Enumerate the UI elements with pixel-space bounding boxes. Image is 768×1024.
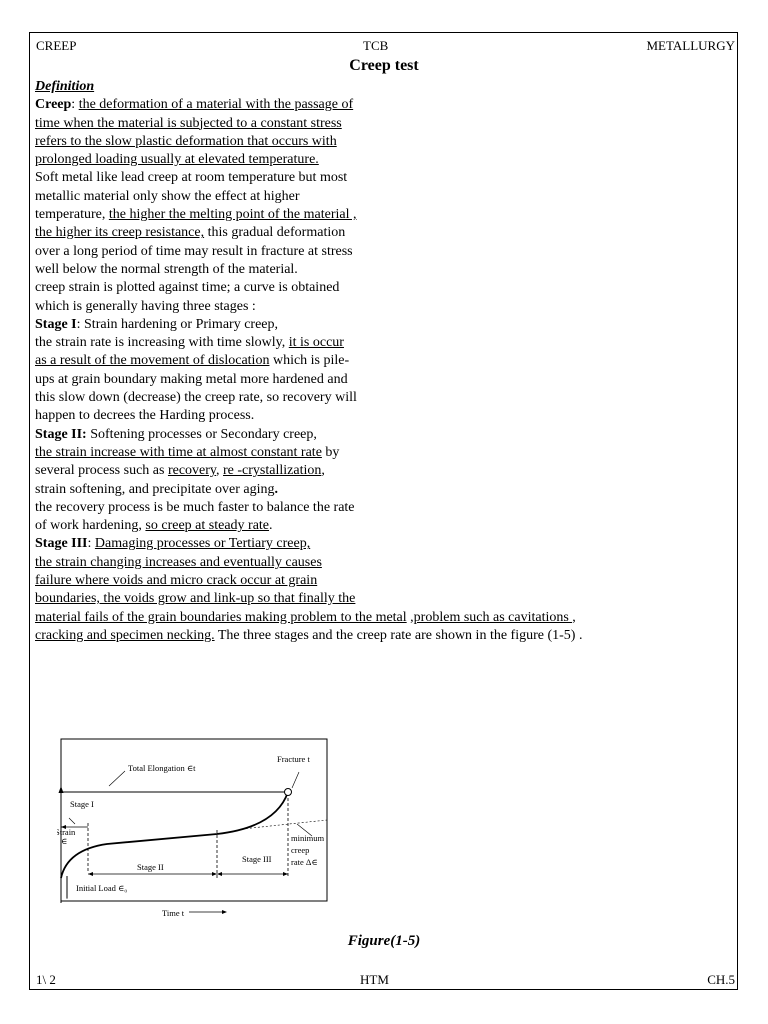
text-segment: several process such as [35, 463, 168, 479]
document-body [35, 78, 735, 645]
text-line [35, 481, 735, 499]
text-line [35, 426, 735, 444]
text-line [35, 133, 735, 151]
text-line [35, 298, 735, 316]
label-stage3: Stage III [242, 854, 272, 864]
label-strain: Strain [57, 827, 76, 837]
header-subject: CREEP [36, 38, 77, 53]
text-line [35, 316, 735, 334]
page-title: Creep test [349, 57, 419, 74]
text-segment: Damaging processes or Tertiary creep, [94, 536, 311, 552]
text-segment: Stage III [35, 536, 88, 552]
text-line [35, 151, 735, 169]
text-segment: Creep [35, 97, 72, 113]
text-segment: : Strain hardening or Primary creep, [76, 316, 279, 332]
text-segment: over a long period of time may result in fracture at stress [35, 243, 353, 259]
text-line [35, 499, 735, 517]
text-segment: material fails of the grain boundaries making problem to the metal [35, 609, 407, 625]
text-line [35, 407, 735, 425]
text-segment: the higher its creep resistance, [35, 225, 205, 241]
fracture-point [285, 789, 292, 796]
text-segment: happen to decrees the Harding process. [35, 408, 255, 424]
text-segment: cracking and specimen necking. [35, 627, 215, 643]
text-segment: refers to the slow plastic deformation that occurs with [35, 133, 337, 149]
text-segment: ups at grain boundary making metal more hardened and [35, 371, 348, 387]
definition-paragraph [35, 96, 735, 645]
creep-curve-figure [57, 738, 331, 918]
text-segment: the recovery process is be much faster to balance the rate [35, 499, 355, 515]
text-segment: . [274, 481, 278, 497]
text-segment: . [269, 518, 273, 534]
label-strain-symbol: ∈ [61, 836, 68, 846]
label-minimum: minimum [291, 833, 325, 843]
label-fracture: Fracture t [277, 754, 310, 764]
text-segment: Soft metal like lead creep at room temperature but most [35, 170, 348, 186]
text-line [35, 224, 735, 242]
text-line [35, 627, 735, 645]
footer-chapter: CH.5 [707, 972, 735, 987]
text-segment: re -crystallization [223, 463, 322, 479]
text-segment: boundaries, the voids grow and link-up so that finally the [35, 591, 356, 607]
header-department: METALLURGY [646, 38, 735, 53]
text-segment: well below the normal strength of the material. [35, 261, 298, 277]
label-total-elongation: Total Elongation ∈t [128, 763, 196, 773]
text-segment: prolonged loading usually at elevated temperature. [35, 152, 319, 168]
text-line [35, 96, 735, 114]
text-line [35, 572, 735, 590]
text-segment: : [87, 536, 95, 552]
text-line [35, 371, 735, 389]
text-segment: which is generally having three stages : [35, 298, 256, 314]
text-segment: it is occur [288, 335, 344, 351]
text-line [35, 169, 735, 187]
text-segment: time when the material is subjected to a constant stress [35, 115, 342, 131]
text-segment: which is pile- [269, 353, 350, 369]
text-segment: the higher the melting point of the material , [108, 207, 357, 223]
label-initial-load: Initial Load ∈₀ [76, 883, 128, 893]
text-segment: Stage II: [35, 426, 87, 442]
text-segment: Softening processes or Secondary creep, [86, 426, 317, 442]
text-segment: The three stages and the creep rate are shown in the figure (1-5) . [214, 627, 583, 643]
figure-caption: Figure(1-5) [347, 933, 421, 949]
text-segment: temperature, [35, 207, 109, 223]
text-segment: metallic material only show the effect at higher [35, 188, 300, 204]
text-line [35, 535, 735, 553]
text-segment: recovery [167, 463, 217, 479]
text-line [35, 206, 735, 224]
label-stage1: Stage I [70, 799, 94, 809]
text-line [35, 590, 735, 608]
header-center: TCB [363, 38, 389, 53]
text-segment: strain softening, and precipitate over aging [35, 481, 275, 497]
text-segment: this gradual deformation [204, 225, 346, 241]
footer-center: HTM [360, 972, 389, 987]
text-line [35, 243, 735, 261]
y-axis-arrow [59, 786, 64, 793]
text-line [35, 334, 735, 352]
footer-page-number: 1\ 2 [36, 972, 56, 987]
text-line [35, 554, 735, 572]
text-line [35, 609, 735, 627]
text-segment: the deformation of a material with the passage of [78, 97, 354, 113]
text-segment: as a result of the movement of dislocation [35, 353, 270, 369]
label-creep: creep [291, 845, 310, 855]
text-line [35, 188, 735, 206]
text-segment: so creep at steady rate [145, 518, 270, 534]
label-stage2: Stage II [137, 862, 164, 872]
label-rate: rate Δ∈ [291, 857, 318, 867]
text-segment: the strain increase with time at almost constant rate [35, 444, 322, 460]
text-line [35, 279, 735, 297]
text-segment: of work hardening, [35, 518, 146, 534]
text-segment: ,problem such as cavitations , [410, 609, 576, 625]
text-line [35, 462, 735, 480]
creep-curve [61, 792, 288, 878]
text-segment: by [321, 444, 340, 460]
label-time: Time t [162, 908, 185, 918]
text-line [35, 389, 735, 407]
text-segment: , [216, 463, 224, 479]
text-segment: the strain changing increases and eventually causes [35, 554, 322, 570]
text-segment: , [321, 463, 325, 479]
creep-curve-diagram [57, 738, 331, 918]
text-segment: the strain rate is increasing with time slowly, [35, 335, 289, 351]
text-line [35, 352, 735, 370]
text-line [35, 444, 735, 462]
text-segment: failure where voids and micro crack occur at grain [35, 573, 318, 589]
section-heading: Definition [35, 79, 95, 94]
text-segment: : [71, 97, 79, 113]
text-line [35, 115, 735, 133]
text-line [35, 261, 735, 279]
text-segment: Stage I [35, 316, 77, 332]
text-segment: this slow down (decrease) the creep rate, so recovery will [35, 390, 357, 406]
text-line [35, 517, 735, 535]
text-segment: creep strain is plotted against time; a curve is obtained [35, 280, 340, 296]
